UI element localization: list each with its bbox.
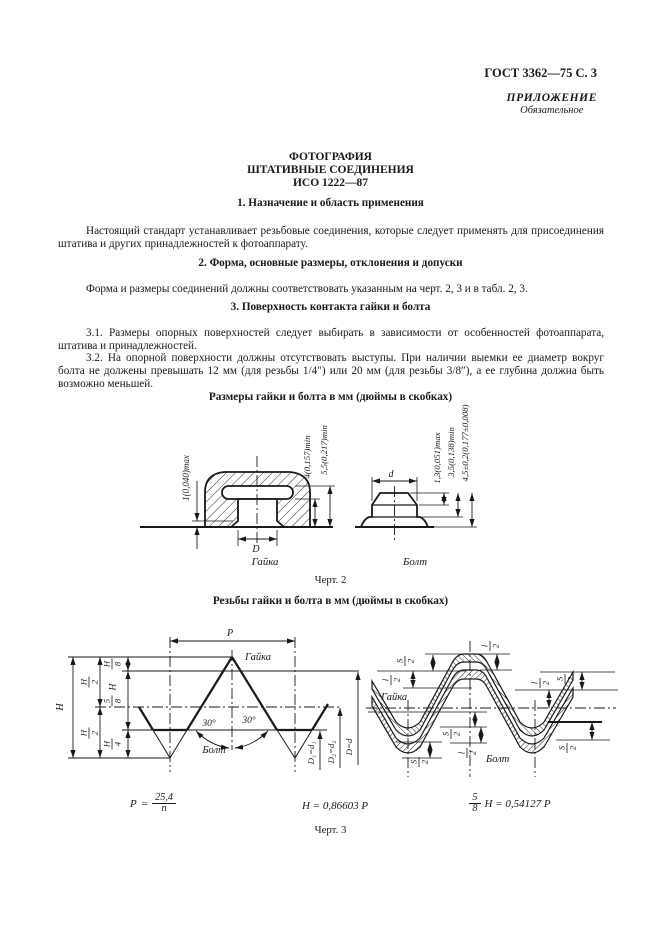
fig3-h4-label: [102, 739, 123, 750]
svg-text:l: l: [529, 681, 540, 685]
fig3-fit-bolt-label: Болт: [486, 754, 510, 765]
svg-text:2: 2: [565, 676, 576, 682]
svg-text:S: S: [554, 676, 565, 682]
section1-heading: 1. Назначение и область применения: [237, 197, 424, 209]
fig3-fit-l2-label-top-left: [381, 675, 402, 685]
fig3-angle-left-label: 30°: [202, 719, 216, 729]
fig3-d2-label: D₂=d₂: [326, 740, 336, 764]
section3-paragraph-2: 3.2. На опорной поверхности должны отсутствовать выступы. При наличии выемки ее диаметр вокруг болта не должены превышать 12 мм (для резьбы 1/4″) или 20 мм (для резьбы 3/8″), а ее глубина должна быть возможно меньшей.: [58, 352, 604, 391]
page-header: ГОСТ 3362—75 С. 3: [484, 66, 597, 80]
fig2-nut-dim-bottom-label: D: [252, 544, 260, 555]
fig3-fit-l2-label-mid: [457, 748, 478, 758]
document-title-line2: ШТАТИВНЫЕ СОЕДИНЕНИЯ: [247, 164, 414, 176]
formula-pitch-eq: =: [140, 797, 149, 810]
svg-text:H: H: [108, 683, 119, 691]
annex-subtitle: Обязательное: [520, 105, 584, 116]
svg-text:S: S: [556, 745, 567, 751]
svg-text:5: 5: [101, 698, 112, 704]
svg-text:2: 2: [540, 680, 551, 686]
annex-title: ПРИЛОЖЕНИЕ: [506, 92, 597, 104]
svg-text:H: H: [78, 729, 89, 737]
formula-engagement-rest: H = 0,54127 P: [484, 797, 551, 810]
svg-text:2: 2: [391, 677, 402, 683]
fig3-fit-l2-label-apex: [480, 641, 501, 651]
fig3-d-label: D=d: [344, 738, 354, 756]
fig2-nut-dim-right-outer-label: 5,5(0,217)min: [319, 425, 329, 475]
svg-text:2: 2: [567, 745, 578, 751]
fig3-fit-nut-label: Гайка: [381, 692, 408, 703]
svg-text:4: 4: [112, 741, 123, 747]
svg-text:2: 2: [467, 750, 478, 756]
fig3-h8-label: [102, 659, 123, 670]
fig2-bolt-drawing: [355, 404, 477, 541]
fig2-bolt-dim1-label: 1,3(0,051)max: [432, 432, 442, 484]
section1-paragraph: Настоящий стандарт устанавливает резьбовые соединения, которые следует применять для присоединения штатива и других принадлежностей к фотоаппарату.: [58, 225, 604, 251]
fig3-fit-s2-label-mid: [441, 729, 462, 739]
svg-text:l: l: [456, 751, 467, 755]
svg-text:2: 2: [451, 731, 462, 737]
formula-pitch-lhs: P: [130, 797, 137, 810]
svg-text:S: S: [394, 658, 405, 664]
fig3-fit-s2-label-top-left: [395, 656, 416, 666]
fig3-h2-lower-label: [79, 728, 100, 739]
svg-text:2: 2: [89, 679, 100, 685]
svg-text:2: 2: [405, 658, 416, 664]
svg-text:S: S: [408, 759, 419, 765]
fig3-h58-label: [102, 682, 123, 706]
fig2-bolt-dim-top-label: d: [388, 469, 394, 480]
fig3-profile-nut-label: Гайка: [244, 652, 272, 663]
fig2-caption: Черт. 2: [314, 574, 347, 586]
fig2-nut-dim-left-label: 1(0,040)max: [181, 455, 191, 501]
fig3-fit-s2-label-bottom-left: [409, 757, 430, 767]
formula-pitch-fraction: $\frac{25,4}{n}$: [152, 793, 176, 815]
section3-heading: 3. Поверхность контакта гайки и болта: [230, 301, 431, 313]
svg-text:2: 2: [490, 643, 501, 649]
svg-text:8: 8: [112, 698, 123, 704]
fig3-profile-drawing: [55, 628, 359, 772]
fig3-h-label: H: [55, 703, 66, 711]
fig2-bolt-dim3-label: 4,5±0,2(0,177±0,008): [460, 404, 470, 482]
svg-text:8: 8: [112, 661, 123, 667]
svg-text:2: 2: [89, 730, 100, 736]
fig3-fit-s2-label-right-valley: [557, 743, 578, 753]
fig2-title: Размеры гайки и болта в мм (дюймы в скобках): [208, 391, 453, 403]
section2-paragraph: Форма и размеры соединений должны соответствовать указанным на черт. 2, 3 и в табл. 2, 3.: [86, 283, 528, 295]
fig2-bolt-caption: Болт: [402, 556, 427, 568]
svg-text:l: l: [380, 678, 391, 682]
fig2-nut-caption: Гайка: [251, 556, 279, 568]
document-title-line1: ФОТОГРАФИЯ: [288, 151, 372, 163]
svg-text:H: H: [78, 678, 89, 686]
fig3-title: Резьбы гайки и болта в мм (дюймы в скобках): [212, 595, 449, 607]
fig3-fit-l2-label-right: [530, 678, 551, 688]
svg-text:l: l: [479, 644, 490, 648]
fig2-nut-drawing: [140, 424, 335, 555]
fig3-d1-label: D₁=d₁: [306, 741, 316, 765]
fig3-caption: Черт. 3: [314, 824, 347, 836]
fig3-angle-right-label: 30°: [242, 716, 256, 726]
fig3-h2-upper-label: [79, 677, 100, 688]
fig2-nut-dim-right-inner-label: 4(0,157)min: [302, 435, 312, 479]
fig3-fit-drawing: [366, 641, 618, 777]
formula-engagement-fraction: $\frac{5}{8}$: [469, 793, 480, 815]
fig2-bolt-dim2-label: 3,5(0,138)min: [446, 427, 456, 477]
section3-paragraph-1: 3.1. Размеры опорных поверхностей следует выбирать в зависимости от особенностей фотоаппарата, штатива и принадлежностей.: [58, 327, 604, 353]
document-title-line3: ИСО 1222—87: [292, 177, 369, 189]
svg-text:2: 2: [419, 759, 430, 765]
fig3-p-label: P: [226, 628, 234, 639]
svg-text:S: S: [440, 731, 451, 737]
svg-text:H: H: [101, 660, 112, 668]
svg-text:H: H: [101, 740, 112, 748]
section2-heading: 2. Форма, основные размеры, отклонения и допуски: [198, 257, 463, 269]
fig3-profile-bolt-label: Болт: [202, 745, 226, 756]
formula-height: H = 0,86603 P: [301, 800, 369, 812]
